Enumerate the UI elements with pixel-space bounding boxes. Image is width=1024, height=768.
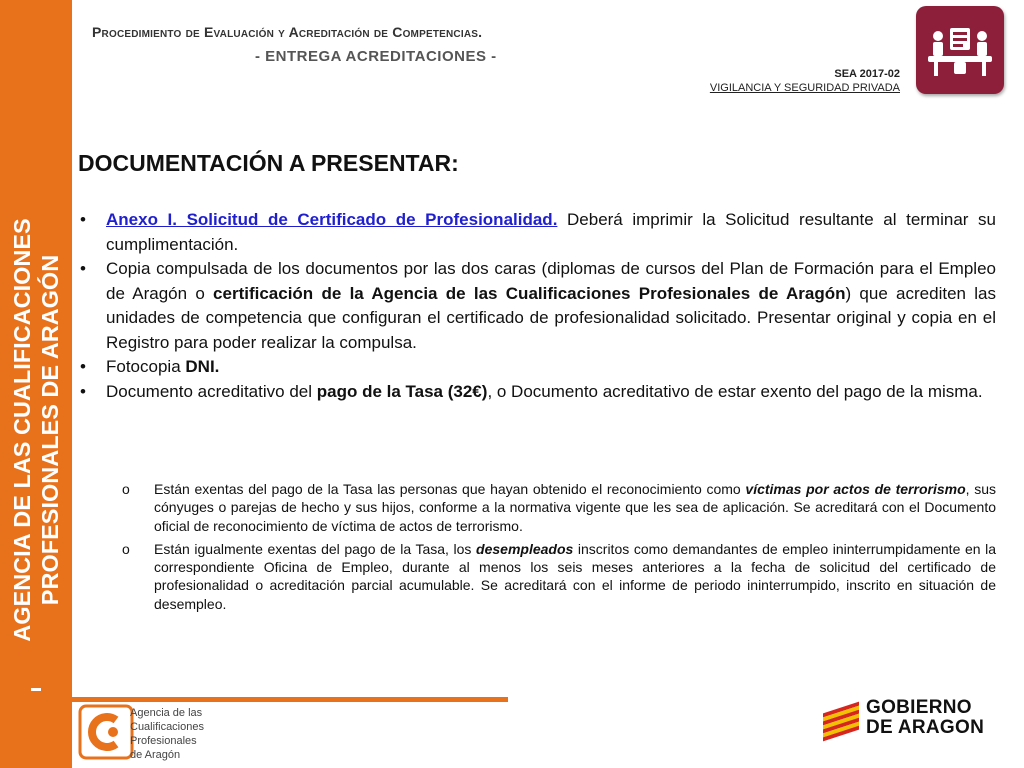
government-logo-line1: GOBIERNO [866,697,972,718]
agency-logo-text [130,706,204,762]
course-name: VIGILANCIA Y SEGURIDAD PRIVADA [709,82,900,94]
list-item-text: , sus cónyuges o parejas de hecho y sus hijos, conforme a la normativa vigente que les sea de aplicación. Se acreditará con el Documento oficial de reconocimiento de víctima de actos de terrorismo. [154,481,996,534]
bullet-icon: • [80,210,86,229]
list-item [118,540,996,613]
list-item-text: Fotocopia [106,357,186,376]
list-item-text: Están exentas del pago de la Tasa las personas que hayan obtenido el reconocimiento como [154,481,746,497]
agency-c-logo [78,704,134,760]
sidebar-mark [31,688,41,691]
bullet-icon: • [80,381,86,401]
sidebar-title [6,0,66,700]
meeting-table-icon [916,6,1004,94]
list-item-text: Deberá imprimir la Solicitud resultante al terminar su cumplimentación. [106,210,996,254]
page-header-subtitle: - ENTREGA ACREDITACIONES - [255,48,497,65]
sidebar-band [0,0,72,768]
course-code: SEA 2017-02 [834,68,900,80]
agency-logo-line: de Aragón [130,749,181,761]
government-logo-text [866,698,984,738]
list-item-emphasis: víctimas por actos de terrorismo [745,481,966,497]
bullet-icon: • [80,357,86,376]
list-item-text: Están igualmente exentas del pago de la Tasa, los [154,540,477,557]
anexo-link[interactable]: Anexo I. Solicitud de Certificado de Profesionalidad. [106,210,558,229]
list-item [74,355,996,380]
footer-divider [72,697,508,702]
bullet-icon: • [80,259,86,278]
list-item-bold: certificación de la Agencia de las Cualificaciones Profesionales de Aragón [213,283,846,303]
list-item-bold: pago de la Tasa (32€) [316,381,488,401]
list-item-emphasis: desempleados [476,540,574,557]
list-item-bold: DNI. [185,357,220,376]
list-item [74,257,996,355]
circle-bullet-icon: o [122,540,130,557]
section-heading: DOCUMENTACIÓN A PRESENTAR: [78,150,459,176]
list-item-text: Copia compulsada de los documentos por las dos caras (diplomas de cursos del Plan de Formación para el Empleo de Aragón o [106,259,996,303]
list-item [74,208,996,257]
government-logo-line2: DE ARAGON [866,717,985,738]
document-list [74,208,996,404]
list-item-text: inscritos como demandantes de empleo ininterrumpidamente en la correspondiente Oficina de Empleo, durante al menos los seis meses anteriores a la fecha de solicitud del certificado de profesionalidad o acreditación parcial acumulable. Se acreditará con el informe de periodo ininterrumpido, inscrito en situación de desempleo. [154,540,997,612]
list-item-text: Documento acreditativo del [106,381,317,401]
exemption-list [118,480,996,618]
aragon-flag-icon [821,698,861,742]
list-item-text: , o Documento acreditativo de estar exento del pago de la misma. [487,381,983,401]
circle-bullet-icon: o [122,481,130,497]
agency-logo-line: Agencia de las [130,707,203,719]
list-item [118,480,996,535]
sidebar-title-line2: PROFESIONALES DE ARAGÓN [37,254,63,606]
page-header-title: Procedimiento de Evaluación y Acreditación de Competencias. [92,24,483,40]
sidebar-title-line1: AGENCIA DE LAS CUALIFICACIONES [9,218,35,642]
list-item-text: ) que acrediten las unidades de competencia que configuran el certificado de profesionalidad solicitado. Presentar original y copia en el Registro para poder realizar la compulsa. [106,283,996,352]
agency-logo-line: Profesionales [130,735,197,747]
list-item [74,380,996,405]
agency-logo-line: Cualificaciones [130,721,204,733]
